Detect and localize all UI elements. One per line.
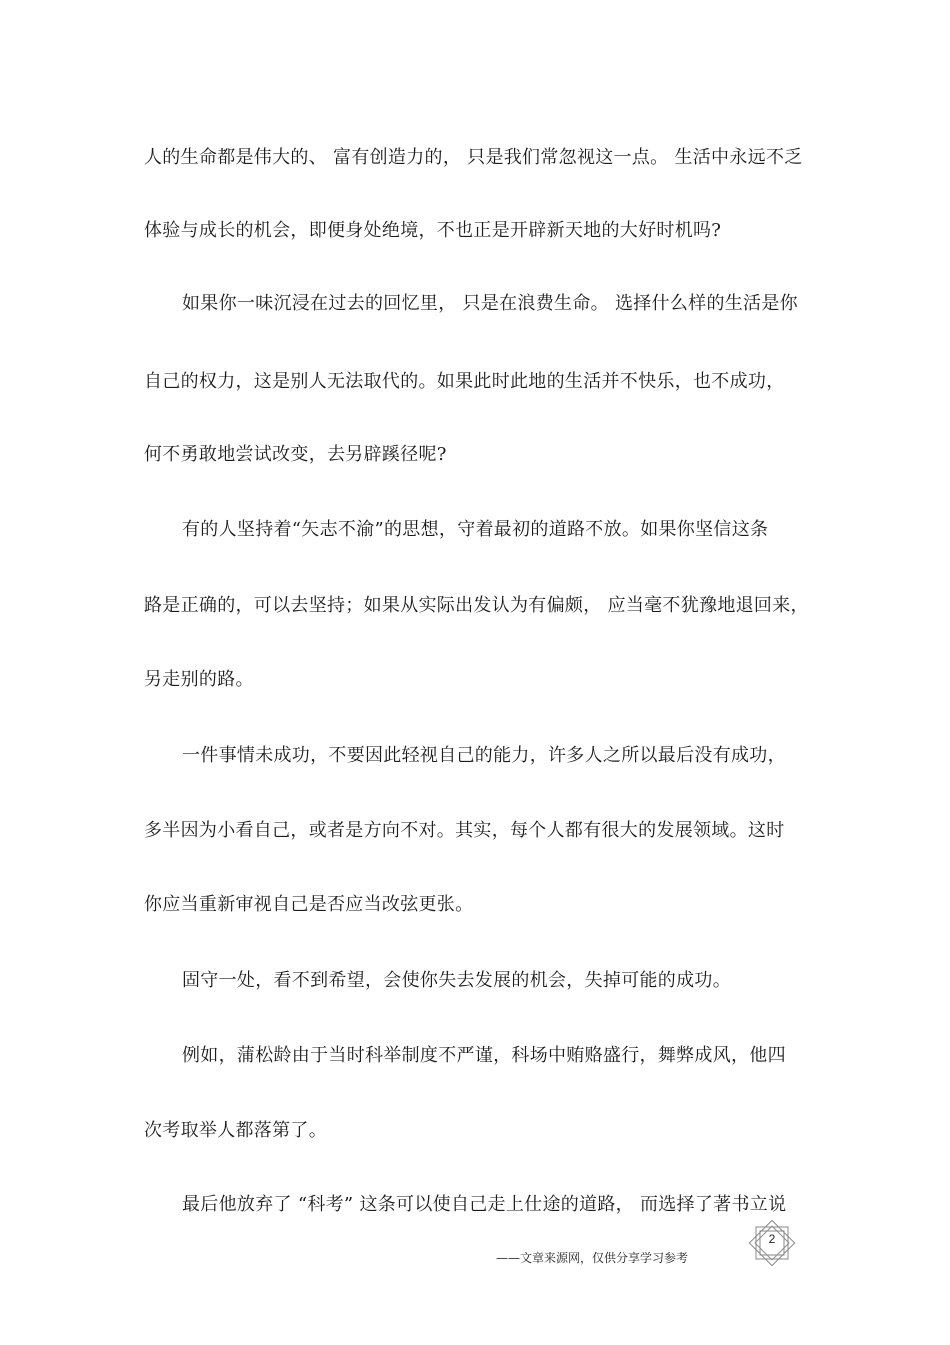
text-line-paragraph-start: 有的人坚持着“矢志不渝”的思想，守着最初的道路不放。如果你坚信这条: [182, 519, 769, 540]
text-line: 体验与成长的机会，即便身处绝境，不也正是开辟新天地的大好时机吗?: [144, 220, 722, 241]
page-number-badge: [748, 1220, 796, 1266]
text-line-paragraph-start: 固守一处，看不到希望，会使你失去发展的机会，失掉可能的成功。: [182, 970, 731, 991]
text-line: 路是正确的，可以去坚持；如果从实际出发认为有偏颇， 应当毫不犹豫地退回来，: [144, 595, 809, 616]
text-line: 人的生命都是伟大的、 富有创造力的， 只是我们常忽视这一点。 生活中永远不乏: [144, 147, 803, 168]
text-line: 多半因为小看自己，或者是方向不对。其实，每个人都有很大的发展领域。这时: [144, 820, 785, 841]
text-line: 何不勇敢地尝试改变，去另辟蹊径呢?: [144, 444, 447, 465]
text-line: 另走别的路。: [144, 669, 254, 690]
text-line: 自己的权力，这是别人无法取代的。如果此时此地的生活并不快乐，也不成功，: [144, 371, 785, 392]
footer-source-note: ——文章来源网，仅供分享学习参考: [496, 1251, 689, 1265]
text-line-paragraph-start: 一件事情未成功，不要因此轻视自己的能力，许多人之所以最后没有成功，: [182, 745, 786, 766]
text-line-paragraph-start: 如果你一味沉浸在过去的回忆里， 只是在浪费生命。 选择什么样的生活是你: [182, 293, 798, 314]
text-line: 次考取举人都落第了。: [144, 1120, 327, 1141]
text-line-paragraph-start: 最后他放弃了 “科考” 这条可以使自己走上仕途的道路， 而选择了著书立说: [182, 1194, 787, 1215]
text-line: 你应当重新审视自己是否应当改弦更张。: [144, 894, 474, 915]
page-number: 2: [768, 1232, 776, 1246]
text-line-paragraph-start: 例如，蒲松龄由于当时科举制度不严谨，科场中贿赂盛行，舞弊成风，他四: [182, 1045, 786, 1066]
